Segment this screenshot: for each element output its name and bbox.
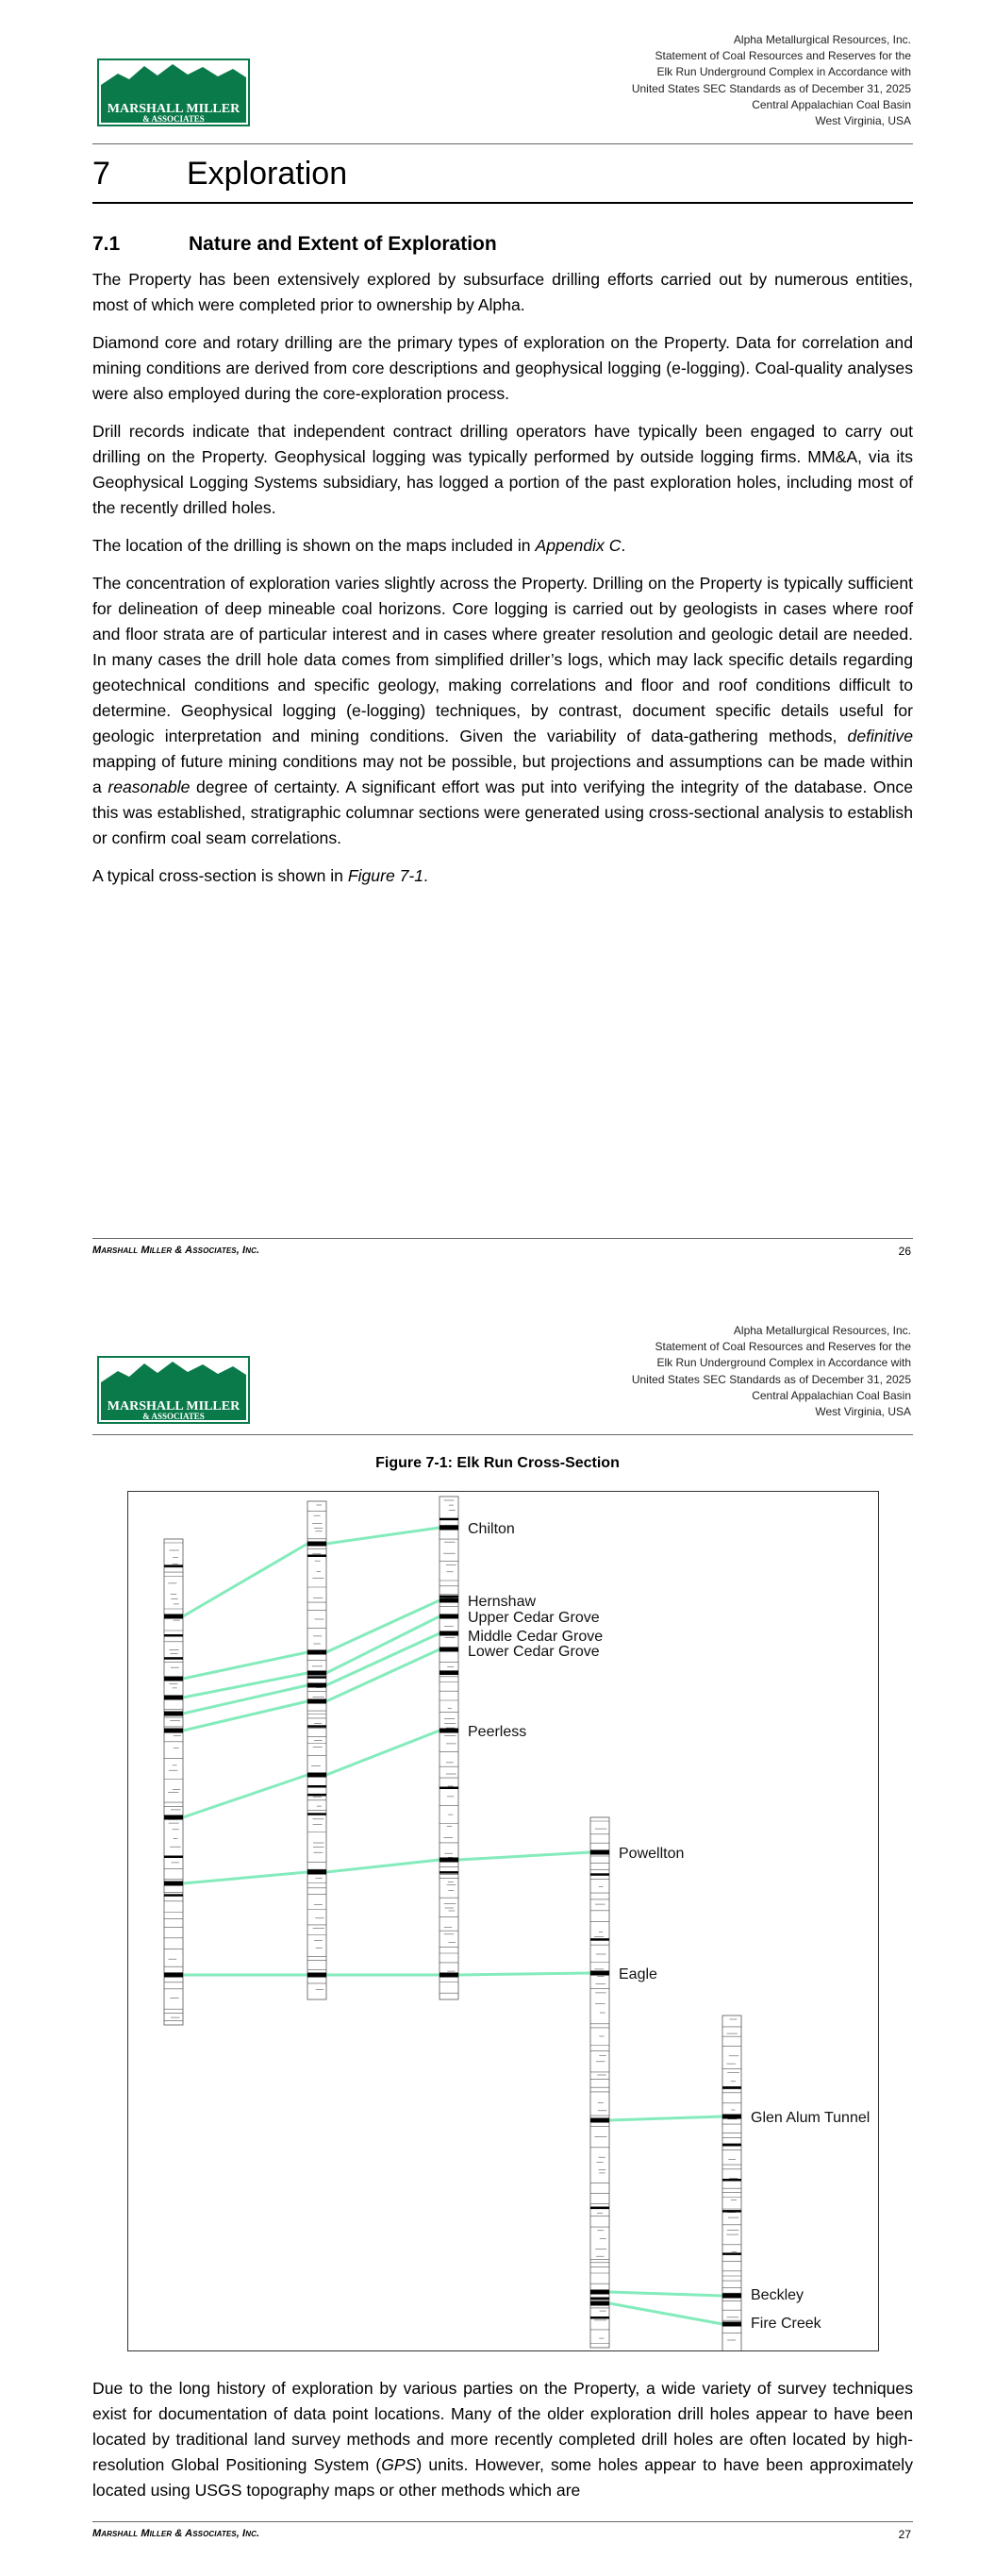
header-line: United States SEC Standards as of December 31, 2025 [631, 1372, 911, 1386]
coal-seam-band [590, 2290, 609, 2295]
seam-label: Peerless [468, 1724, 527, 1740]
correlation-line [183, 1544, 307, 1616]
coal-seam-band [307, 1870, 326, 1875]
coal-rider-band [590, 2207, 609, 2210]
coal-rider-band [439, 1596, 458, 1598]
svg-text:MARSHALL MILLER: MARSHALL MILLER [107, 1399, 240, 1413]
correlation-line [183, 1775, 307, 1817]
coal-seam-band [590, 1850, 609, 1855]
footer-divider [92, 1238, 913, 1239]
coal-seam-band [307, 1773, 326, 1778]
correlation-line [326, 1649, 439, 1701]
correlation-line [183, 1872, 307, 1883]
coal-seam-band [439, 1729, 458, 1733]
chapter-title: Exploration [187, 156, 348, 192]
marshall-miller-logo [97, 59, 250, 126]
coal-seam-band [590, 2301, 609, 2306]
coal-seam-band [439, 1858, 458, 1863]
seam-label: Powellton [619, 1846, 685, 1862]
coal-rider-band [439, 1787, 458, 1790]
coal-rider-band [722, 2144, 741, 2147]
header-line: Alpha Metallurgical Resources, Inc. [733, 33, 911, 46]
header-line: Central Appalachian Coal Basin [752, 97, 911, 111]
header-line: Elk Run Underground Complex in Accordance with [656, 65, 911, 79]
coal-rider-band [307, 1676, 326, 1679]
header-line: Statement of Coal Resources and Reserves for the [655, 49, 911, 63]
page-number: 27 [898, 2528, 911, 2541]
section-body [92, 2376, 913, 2516]
coal-rider-band [722, 2086, 741, 2089]
correlation-line [326, 1860, 439, 1872]
emphasis-reasonable: reasonable [108, 778, 191, 796]
correlation-line [609, 2116, 722, 2120]
coal-rider-band [164, 1657, 183, 1660]
coal-seam-band [590, 2118, 609, 2123]
footer-company: Marshall Miller & Associates, Inc. [92, 2528, 260, 2539]
paragraph: The concentration of exploration varies slightly across the Property. Drilling on the Property is typically sufficient for delineation of deep mineable coal horizons. Core logging is carried out by geologists in cases where roof and floor strata are of particular interest and in cases where greater resolution and geologic detail are needed. In many cases the drill hole data comes from simplified driller’s logs, which may lack specific details regarding geotechnical conditions and specific geology, making correlations and floor and roof conditions difficult to determine. Geophysical logging (e-logging) techniques, by contrast, document specific details useful for geologic interpretation and mining conditions. Given the variability of data-gathering methods, definitive mapping of future mining conditions may not be possible, but projections and assumptions can be made within a reasonable degree of certainty. A significant effort was put into verifying the integrity of the database. Once this was established, stratigraphic columnar sections were generated using cross-sectional analysis to establish or confirm coal seam correlations. [92, 574, 913, 847]
correlation-line [183, 1673, 307, 1698]
coal-rider-band [307, 1794, 326, 1797]
footer-company: Marshall Miller & Associates, Inc. [92, 1245, 260, 1256]
coal-rider-band [307, 1785, 326, 1788]
figure-caption: Figure 7-1: Elk Run Cross-Section [375, 1455, 620, 1471]
seam-label: Middle Cedar Grove [468, 1629, 604, 1645]
document-header [632, 1323, 911, 1420]
coal-seam-band [439, 1598, 458, 1603]
correlation-line [326, 1528, 439, 1544]
coal-seam-band [439, 1973, 458, 1978]
page-27 [0, 1293, 995, 2576]
coal-seam-band [164, 1973, 183, 1978]
correlation-line [609, 2303, 722, 2324]
coal-seam-band [307, 1699, 326, 1704]
correlation-line [183, 1652, 307, 1679]
appendix-reference: Appendix C [535, 536, 622, 555]
seam-label: Glen Alum Tunnel [751, 2110, 871, 2126]
coal-rider-band [590, 1873, 609, 1876]
coal-rider-band [590, 2317, 609, 2319]
seam-label: Hernshaw [468, 1594, 537, 1610]
coal-seam-band [439, 1648, 458, 1652]
coal-rider-band [722, 2322, 741, 2325]
paragraph: A typical cross-section is shown in Figure 7-1. [92, 866, 428, 885]
coal-rider-band [590, 1938, 609, 1941]
coal-rider-band [722, 2179, 741, 2182]
coal-seam-band [722, 2115, 741, 2119]
correlation-line [326, 1633, 439, 1685]
correlation-line [458, 1973, 590, 1975]
header-line: United States SEC Standards as of December 31, 2025 [631, 81, 911, 95]
coal-rider-band [590, 2298, 609, 2300]
paragraph: Drill records indicate that independent contract drilling operators have typically been engaged to carry out drilling on the Property. Geophysical logging was typically performed by outside logging firms. MM&A, via its Geophysical Logging Systems subsidiary, has logged a portion of the past exploration holes, including most of the recently drilled holes. [92, 422, 913, 517]
correlation-line [183, 1701, 307, 1731]
header-divider [92, 1434, 913, 1435]
coal-seam-band [307, 1650, 326, 1655]
coal-rider-band [164, 1634, 183, 1637]
coal-seam-band [590, 1971, 609, 1976]
coal-seam-band [164, 1882, 183, 1886]
header-line: Statement of Coal Resources and Reserves for the [655, 1340, 911, 1354]
coal-seam-band [164, 1677, 183, 1681]
paragraph: The location of the drilling is shown on the maps included in Appendix C. [92, 536, 626, 555]
seam-label: Fire Creek [751, 2316, 821, 2332]
paragraph: The Property has been extensively explored by subsurface drilling efforts carried out by numerous entities, most of which were completed prior to ownership by Alpha. [92, 270, 913, 314]
seam-label: Eagle [619, 1966, 657, 1982]
svg-text:MARSHALL MILLER: MARSHALL MILLER [107, 102, 240, 116]
correlation-line [183, 1685, 307, 1714]
page-number: 26 [898, 1245, 911, 1258]
drill-hole-column [722, 2016, 741, 2350]
coal-seam-band [307, 1683, 326, 1688]
correlation-line [326, 1731, 439, 1775]
coal-rider-band [439, 1670, 458, 1673]
coal-rider-band [307, 1725, 326, 1728]
section-heading [92, 232, 497, 257]
header-line: Elk Run Underground Complex in Accordance with [656, 1356, 911, 1370]
coal-seam-band [439, 1526, 458, 1531]
footer-divider [92, 2521, 913, 2522]
header-line: Alpha Metallurgical Resources, Inc. [733, 1324, 911, 1337]
marshall-miller-logo [97, 1356, 250, 1424]
paragraph: Due to the long history of exploration by various parties on the Property, a wide variety of survey techniques exist for documentation of data point locations. Many of the older exploration drill holes appear to have been located by traditional land survey methods and more recently completed drill holes are often located by high-resolution Global Positioning System (GPS) units. However, some holes appear to have been approximately located using USGS topography maps or other methods which are [92, 2379, 914, 2500]
coal-seam-band [164, 1614, 183, 1619]
header-line: West Virginia, USA [815, 1405, 911, 1419]
coal-rider-band [164, 1564, 183, 1567]
coal-seam-band [164, 1712, 183, 1716]
header-divider [92, 143, 913, 144]
figure-reference: Figure 7-1 [347, 866, 424, 885]
section-title: Nature and Extent of Exploration [189, 233, 497, 255]
coal-rider-band [722, 2252, 741, 2255]
coal-seam-band [722, 2294, 741, 2299]
coal-seam-band [307, 1671, 326, 1676]
svg-text:& ASSOCIATES: & ASSOCIATES [142, 114, 205, 124]
coal-seam-band [307, 1542, 326, 1547]
document-header [632, 32, 911, 129]
chapter-number: 7 [92, 156, 110, 192]
header-line: West Virginia, USA [815, 114, 911, 128]
coal-rider-band [307, 1813, 326, 1815]
seam-label: Beckley [751, 2287, 804, 2303]
coal-seam-band [164, 1815, 183, 1820]
coal-rider-band [164, 1894, 183, 1897]
gps-abbreviation: GPS [381, 2455, 417, 2474]
seam-label: Chilton [468, 1521, 515, 1537]
svg-text:& ASSOCIATES: & ASSOCIATES [142, 1412, 205, 1421]
coal-seam-band [307, 1973, 326, 1978]
chapter-heading [92, 155, 913, 204]
emphasis-definitive: definitive [847, 727, 913, 745]
drill-hole-column [590, 1817, 609, 2348]
seam-label: Upper Cedar Grove [468, 1610, 600, 1626]
cross-section-diagram [128, 1492, 878, 2350]
coal-rider-band [439, 1871, 458, 1874]
coal-rider-band [164, 1856, 183, 1859]
coal-rider-band [307, 1555, 326, 1558]
paragraph: Diamond core and rotary drilling are the primary types of exploration on the Property. Data for correlation and mining conditions are derived from core descriptions and geophysical logging (e-logging). Coal-quality analyses were also employed during the core-exploration process. [92, 333, 913, 403]
drill-hole-column [164, 1539, 183, 2025]
correlation-line [458, 1852, 590, 1860]
coal-seam-band [439, 1631, 458, 1636]
coal-rider-band [439, 1518, 458, 1521]
section-number: 7.1 [92, 233, 121, 255]
coal-rider-band [722, 2210, 741, 2213]
coal-seam-band [164, 1696, 183, 1700]
correlation-line [609, 2292, 722, 2296]
section-body [92, 267, 913, 901]
cross-section-figure [127, 1491, 879, 2351]
seam-label: Lower Cedar Grove [468, 1644, 600, 1660]
coal-rider-band [164, 1731, 183, 1733]
header-line: Central Appalachian Coal Basin [752, 1388, 911, 1402]
coal-seam-band [439, 1614, 458, 1619]
